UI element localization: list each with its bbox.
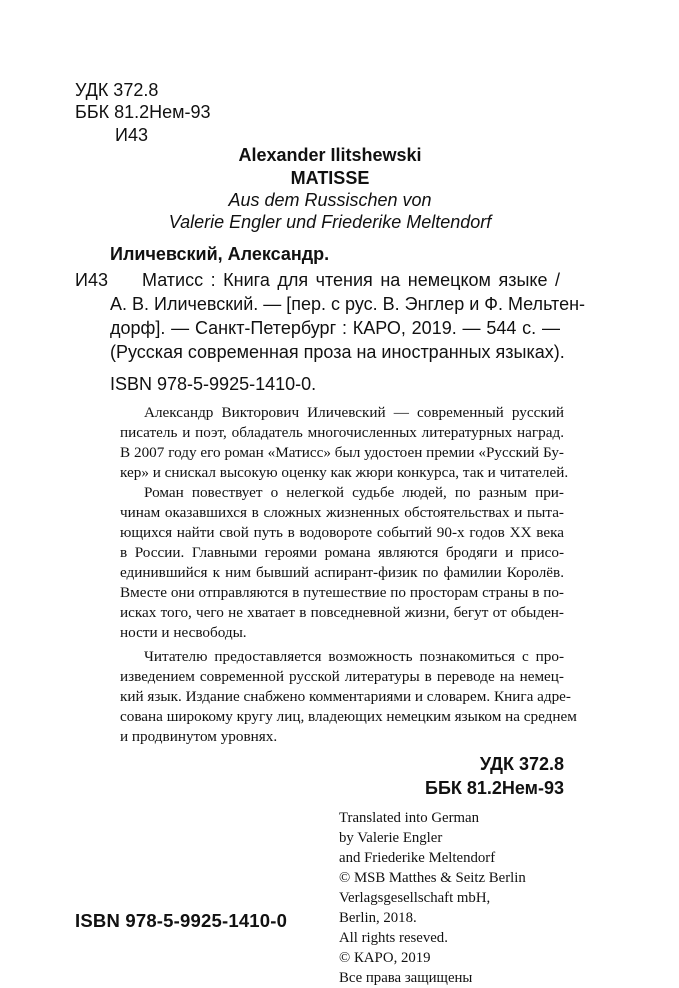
annotation-line: В 2007 году его роман «Матисс» был удостоен премии «Русский Бу- (120, 444, 564, 461)
copyright-block (339, 808, 526, 988)
copyright-line: and Friederike Meltendorf (339, 850, 496, 866)
catalog-author: Иличевский, Александр. (110, 244, 330, 264)
bbk-code: ББК 81.2Нем-93 (75, 102, 211, 122)
bbk-code-bold: ББК 81.2Нем-93 (425, 778, 564, 798)
author-mark: И43 (115, 125, 148, 145)
annotation-line: и продвинутом уровнях. (120, 728, 278, 745)
copyright-line: Verlagsgesellschaft mbH, (339, 890, 491, 906)
annotation-line: чинам оказавшихся в сложных жизненных обстоятельствах и пыта- (120, 504, 564, 521)
catalog-line: А. В. Иличевский. — [пер. с рус. В. Энглер и Ф. Мельтен- (110, 294, 586, 314)
annotation-line: Читателю предоставляется возможность познакомиться с про- (144, 648, 564, 665)
annotation-line: Вместе они отправляются в путешествие по просторам страны в по- (120, 584, 564, 601)
copyright-line: by Valerie Engler (339, 830, 443, 846)
annotation-line: кер» и снискал высокую оценку как жюри конкурса, так и читателей. (120, 464, 569, 481)
annotation-line: кий язык. Издание снабжено комментариями и словарем. Книга адре- (120, 688, 571, 705)
book-title: MATISSE (290, 168, 370, 188)
catalog-line: Матисс : Книга для чтения на немецком языке / (142, 270, 560, 290)
annotation-line: Роман повествует о нелегкой судьбе людей, по разным при- (144, 484, 564, 501)
annotation-line: единившийся к ним бывший аспирант-физик по фамилии Королёв. (120, 564, 564, 581)
copyright-line: Все права защищены (339, 970, 473, 986)
catalog-line: дорф]. — Санкт-Петербург : КАРО, 2019. — 544 с. — (110, 318, 560, 338)
udk-code-bold: УДК 372.8 (479, 754, 564, 774)
catalog-line: (Русская современная проза на иностранных языках). (110, 342, 565, 362)
udk-code: УДК 372.8 (75, 80, 159, 100)
catalog-isbn: ISBN 978-5-9925-1410-0. (110, 374, 317, 394)
footer-isbn: ISBN 978-5-9925-1410-0 (75, 910, 288, 931)
annotation-line: ющихся найти свой путь в водовороте событий 90-х годов XX века (120, 524, 564, 541)
copyright-line: © КАРО, 2019 (339, 950, 431, 966)
copyright-line: Translated into German (339, 810, 479, 826)
translation-line-2: Valerie Engler und Friederike Meltendorf (168, 212, 492, 232)
annotation-line: исках того, чего не хватает в повседневной жизни, бегут от обыден- (120, 604, 564, 621)
annotation-line: писатель и поэт, обладатель многочисленных литературных наград. (120, 424, 564, 441)
copyright-line: All rights resevеd. (339, 930, 448, 946)
copyright-line: © MSB Matthes & Seitz Berlin (339, 870, 526, 886)
catalog-code: И43 (75, 270, 108, 290)
author-name: Alexander Ilitshewski (238, 145, 422, 165)
annotation-line: ности и несвободы. (120, 624, 247, 641)
copyright-line: Berlin, 2018. (339, 910, 417, 926)
annotation-line: изведением современной русской литературы в переводе на немец- (120, 668, 564, 685)
annotation-line: в России. Главными героями романа являются бродяги и присо- (120, 544, 564, 561)
annotation-line: сована широкому кругу лиц, владеющих немецким языком на среднем (120, 708, 577, 725)
annotation-line: Александр Викторович Иличевский — современный русский (144, 404, 564, 421)
translation-line-1: Aus dem Russischen von (228, 190, 432, 210)
